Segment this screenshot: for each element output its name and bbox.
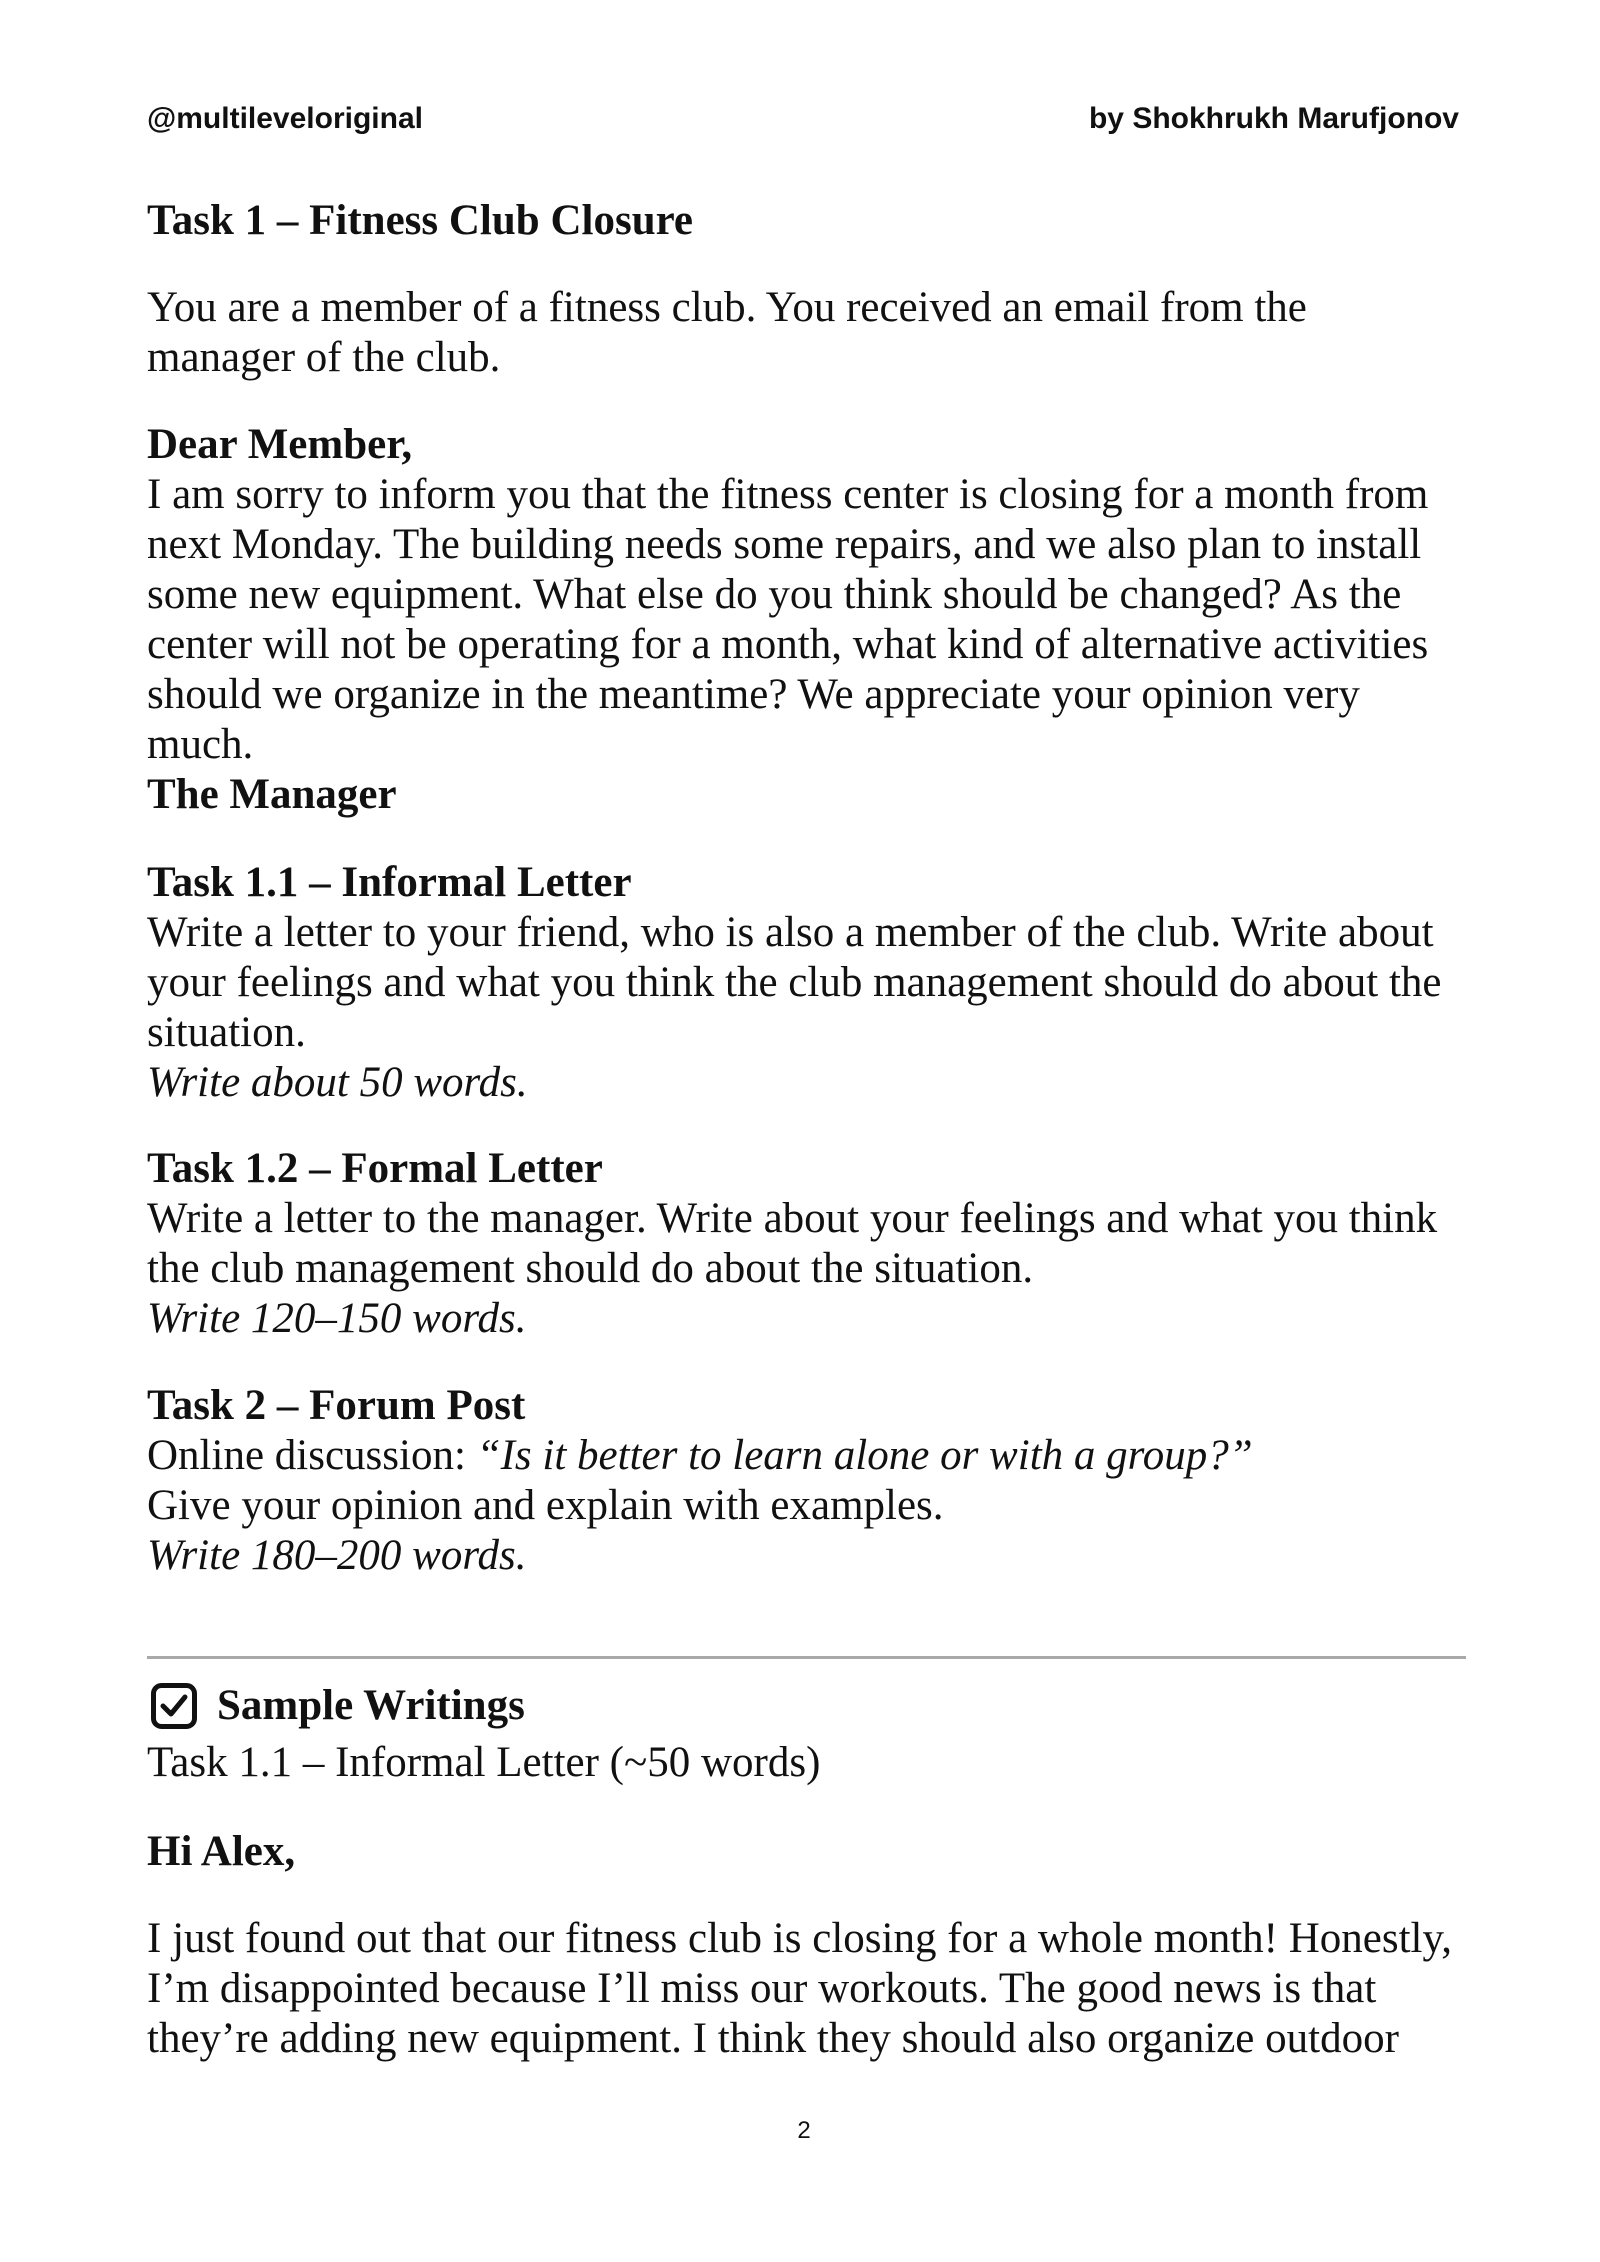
task1-2-section [147,1144,1437,1344]
sample-greeting-block [147,1827,295,1877]
task1-1-title: Task 1.1 – Informal Letter [147,859,632,906]
task1-title: Task 1 – Fitness Club Closure [147,197,694,244]
task2-discussion-line [147,1431,1253,1481]
task2-discussion-label: Online discussion: [147,1432,466,1479]
email-message [147,420,1428,820]
sample-subtitle: Task 1.1 – Informal Letter (~50 words) [147,1739,821,1786]
email-signature: The Manager [147,771,397,818]
task1-2-word-limit: Write 120–150 words. [147,1295,527,1342]
task2-question: “Is it better to learn alone or with a group?” [476,1432,1253,1479]
task1-1-word-limit: Write about 50 words. [147,1059,528,1106]
task2-instruction: Give your opinion and explain with examples. [147,1482,944,1529]
sample-writings-heading [150,1681,525,1731]
sample-subtitle-block [147,1738,820,1788]
task1-2-prompt: Write a letter to the manager. Write about your feelings and what you think the club management should do about the situation. [147,1195,1438,1292]
task1-section [147,196,693,246]
task2-word-limit: Write 180–200 words. [147,1532,527,1579]
email-body: I am sorry to inform you that the fitness center is closing for a month from next Monday. The building needs some repairs, and we also plan to install some new equipment. What else do you think should be changed? As the center will not be operating for a month, what kind of alternative activities should we organize in the meantime? We appreciate your opinion very much. [147,471,1429,768]
sample-greeting: Hi Alex, [147,1828,296,1875]
header-handle: @multileveloriginal [147,102,423,135]
sample-writings-title: Sample Writings [217,1682,525,1729]
section-divider [147,1656,1466,1659]
check-square-icon [150,1682,198,1730]
sample-body-block [147,1914,1452,2064]
task2-section [147,1381,1253,1581]
task1-1-section [147,858,1442,1108]
task2-title: Task 2 – Forum Post [147,1382,526,1429]
task1-2-title: Task 1.2 – Formal Letter [147,1145,603,1192]
task1-intro: You are a member of a fitness club. You received an email from the manager of the club. [147,284,1307,381]
task1-1-prompt: Write a letter to your friend, who is also a member of the club. Write about your feelings and what you think the club management should do about the situation. [147,909,1442,1056]
sample-body: I just found out that our fitness club is closing for a whole month! Honestly, I’m disappointed because I’ll miss our workouts. The good news is that they’re adding new equipment. I think they should also organize outdoor [147,1915,1452,2062]
email-greeting: Dear Member, [147,421,413,468]
header-author: by Shokhrukh Marufjonov [1088,102,1459,135]
page-number: 2 [797,2117,811,2144]
task1-intro-block [147,283,1307,383]
